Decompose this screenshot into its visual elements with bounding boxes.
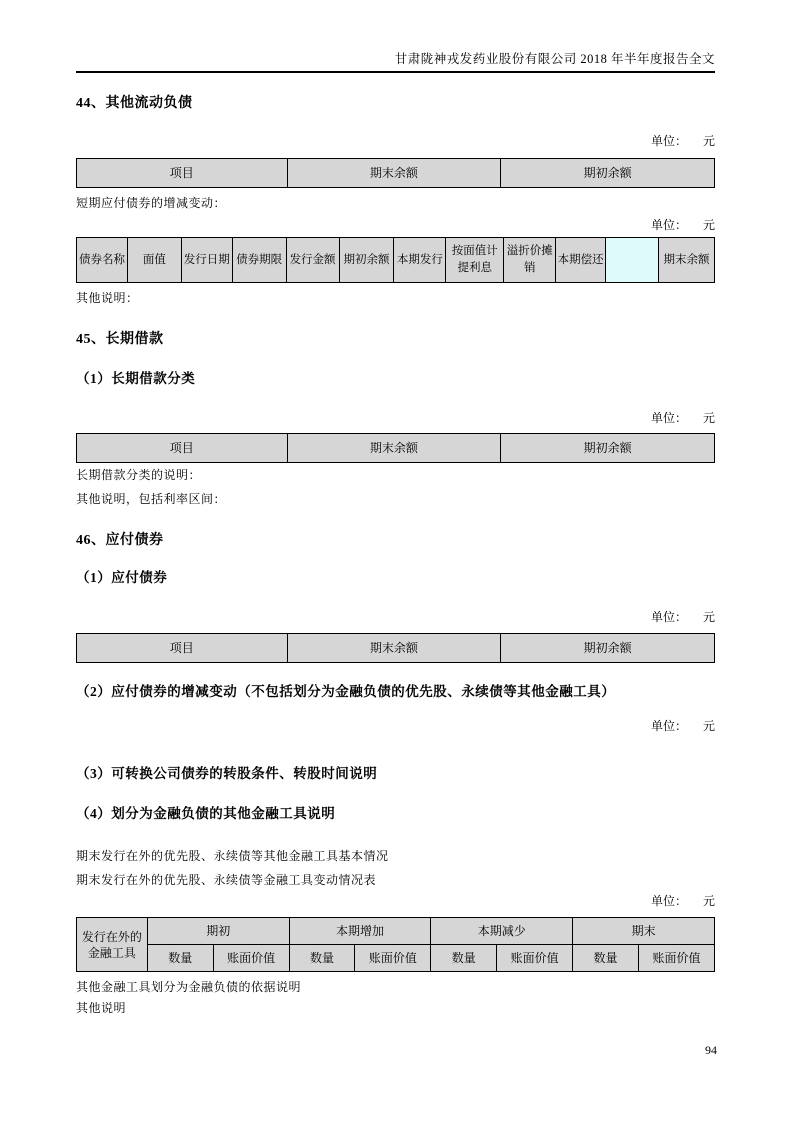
table-header-cell: 数量 <box>573 945 639 972</box>
unit-note-2 <box>76 218 715 232</box>
table-header-cell: 项目 <box>77 159 288 188</box>
section-45-title: 45、长期借款 <box>76 332 164 347</box>
unit-label: 单位： <box>650 134 687 148</box>
unit-value: 元 <box>702 719 715 733</box>
unit-value: 元 <box>702 218 715 232</box>
note-other-45: 其他说明，包括利率区间： <box>76 492 227 506</box>
section-46-sub4-title: （4）划分为金融负债的其他金融工具说明 <box>76 806 336 821</box>
table-header-cell: 本期减少 <box>431 918 573 945</box>
unit-note-3 <box>76 411 715 425</box>
note-classification-basis: 其他金融工具划分为金融负债的依据说明 <box>76 980 302 994</box>
table-header-cell: 项目 <box>77 634 288 663</box>
unit-label: 单位： <box>650 719 687 733</box>
section-44-title: 44、其他流动负债 <box>76 96 193 111</box>
table-header-cell: 溢折价摊销 <box>504 238 556 283</box>
table-header-cell: 发行日期 <box>181 238 232 283</box>
unit-note-5 <box>76 719 715 733</box>
note-short-term-bond-change: 短期应付债券的增减变动： <box>76 196 227 210</box>
section-45-sub1-title: （1）长期借款分类 <box>76 371 196 386</box>
table-header-cell: 数量 <box>431 945 497 972</box>
table-header-cell: 发行金额 <box>286 238 339 283</box>
unit-note-6 <box>76 894 715 908</box>
table-header-cell: 面值 <box>127 238 181 283</box>
table-header-cell: 发行在外的金融工具 <box>77 918 148 972</box>
table-header-cell: 债券期限 <box>232 238 286 283</box>
unit-label: 单位： <box>650 894 687 908</box>
page-content <box>76 0 715 1016</box>
unit-value: 元 <box>702 894 715 908</box>
long-term-loan-table <box>76 433 715 463</box>
table-header-cell: 按面值计提利息 <box>446 238 504 283</box>
note-loan-classification: 长期借款分类的说明： <box>76 468 202 482</box>
table-header-cell: 期初余额 <box>501 434 715 463</box>
section-46-sub2-title: （2）应付债券的增减变动（不包括划分为金融负债的优先股、永续债等其他金融工具） <box>76 684 616 699</box>
table-header-cell: 数量 <box>289 945 355 972</box>
note-other-46: 其他说明 <box>76 1001 127 1015</box>
table-header-cell: 本期增加 <box>289 918 431 945</box>
table-header-cell: 期末余额 <box>287 159 501 188</box>
short-term-bond-change-table <box>76 237 715 283</box>
document-header <box>76 0 715 73</box>
table-header-cell: 本期发行 <box>394 238 446 283</box>
note-outstanding-basic: 期末发行在外的优先股、永续债等其他金融工具基本情况 <box>76 849 389 863</box>
unit-note-4 <box>76 610 715 624</box>
table-header-cell: 本期偿还 <box>556 238 606 283</box>
table-header-cell: 账面价值 <box>355 945 431 972</box>
table-header-cell: 账面价值 <box>638 945 714 972</box>
unit-label: 单位： <box>650 610 687 624</box>
section-46-sub1-title: （1）应付债券 <box>76 570 168 585</box>
table-header-cell: 期初 <box>147 918 289 945</box>
page-number: 94 <box>705 1043 717 1057</box>
table-header-cell: 期末 <box>573 918 715 945</box>
other-current-liabilities-table <box>76 158 715 188</box>
table-header-cell: 债券名称 <box>77 238 128 283</box>
table-header-cell: 期末余额 <box>287 634 501 663</box>
table-header-cell: 期初余额 <box>501 159 715 188</box>
note-other-44: 其他说明： <box>76 291 139 305</box>
table-header-cell: 账面价值 <box>497 945 573 972</box>
table-header-cell: 项目 <box>77 434 288 463</box>
bonds-payable-table <box>76 633 715 663</box>
unit-note-1 <box>76 134 715 148</box>
highlighted-empty-cell <box>606 238 659 283</box>
document-header-title: 甘肃陇神戎发药业股份有限公司 2018 年半年度报告全文 <box>394 52 715 66</box>
section-46-sub3-title: （3）可转换公司债券的转股条件、转股时间说明 <box>76 766 378 781</box>
unit-value: 元 <box>702 411 715 425</box>
unit-label: 单位： <box>650 411 687 425</box>
table-header-cell: 账面价值 <box>213 945 289 972</box>
table-header-cell: 期末余额 <box>287 434 501 463</box>
financial-instruments-table <box>76 917 715 972</box>
table-header-cell: 数量 <box>147 945 213 972</box>
table-header-cell: 期初余额 <box>339 238 394 283</box>
unit-label: 单位： <box>650 218 687 232</box>
table-header-cell: 期初余额 <box>501 634 715 663</box>
section-46-title: 46、应付债券 <box>76 533 164 548</box>
note-outstanding-change: 期末发行在外的优先股、永续债等金融工具变动情况表 <box>76 873 377 887</box>
table-header-cell: 期末余额 <box>658 238 714 283</box>
unit-value: 元 <box>702 610 715 624</box>
unit-value: 元 <box>702 134 715 148</box>
